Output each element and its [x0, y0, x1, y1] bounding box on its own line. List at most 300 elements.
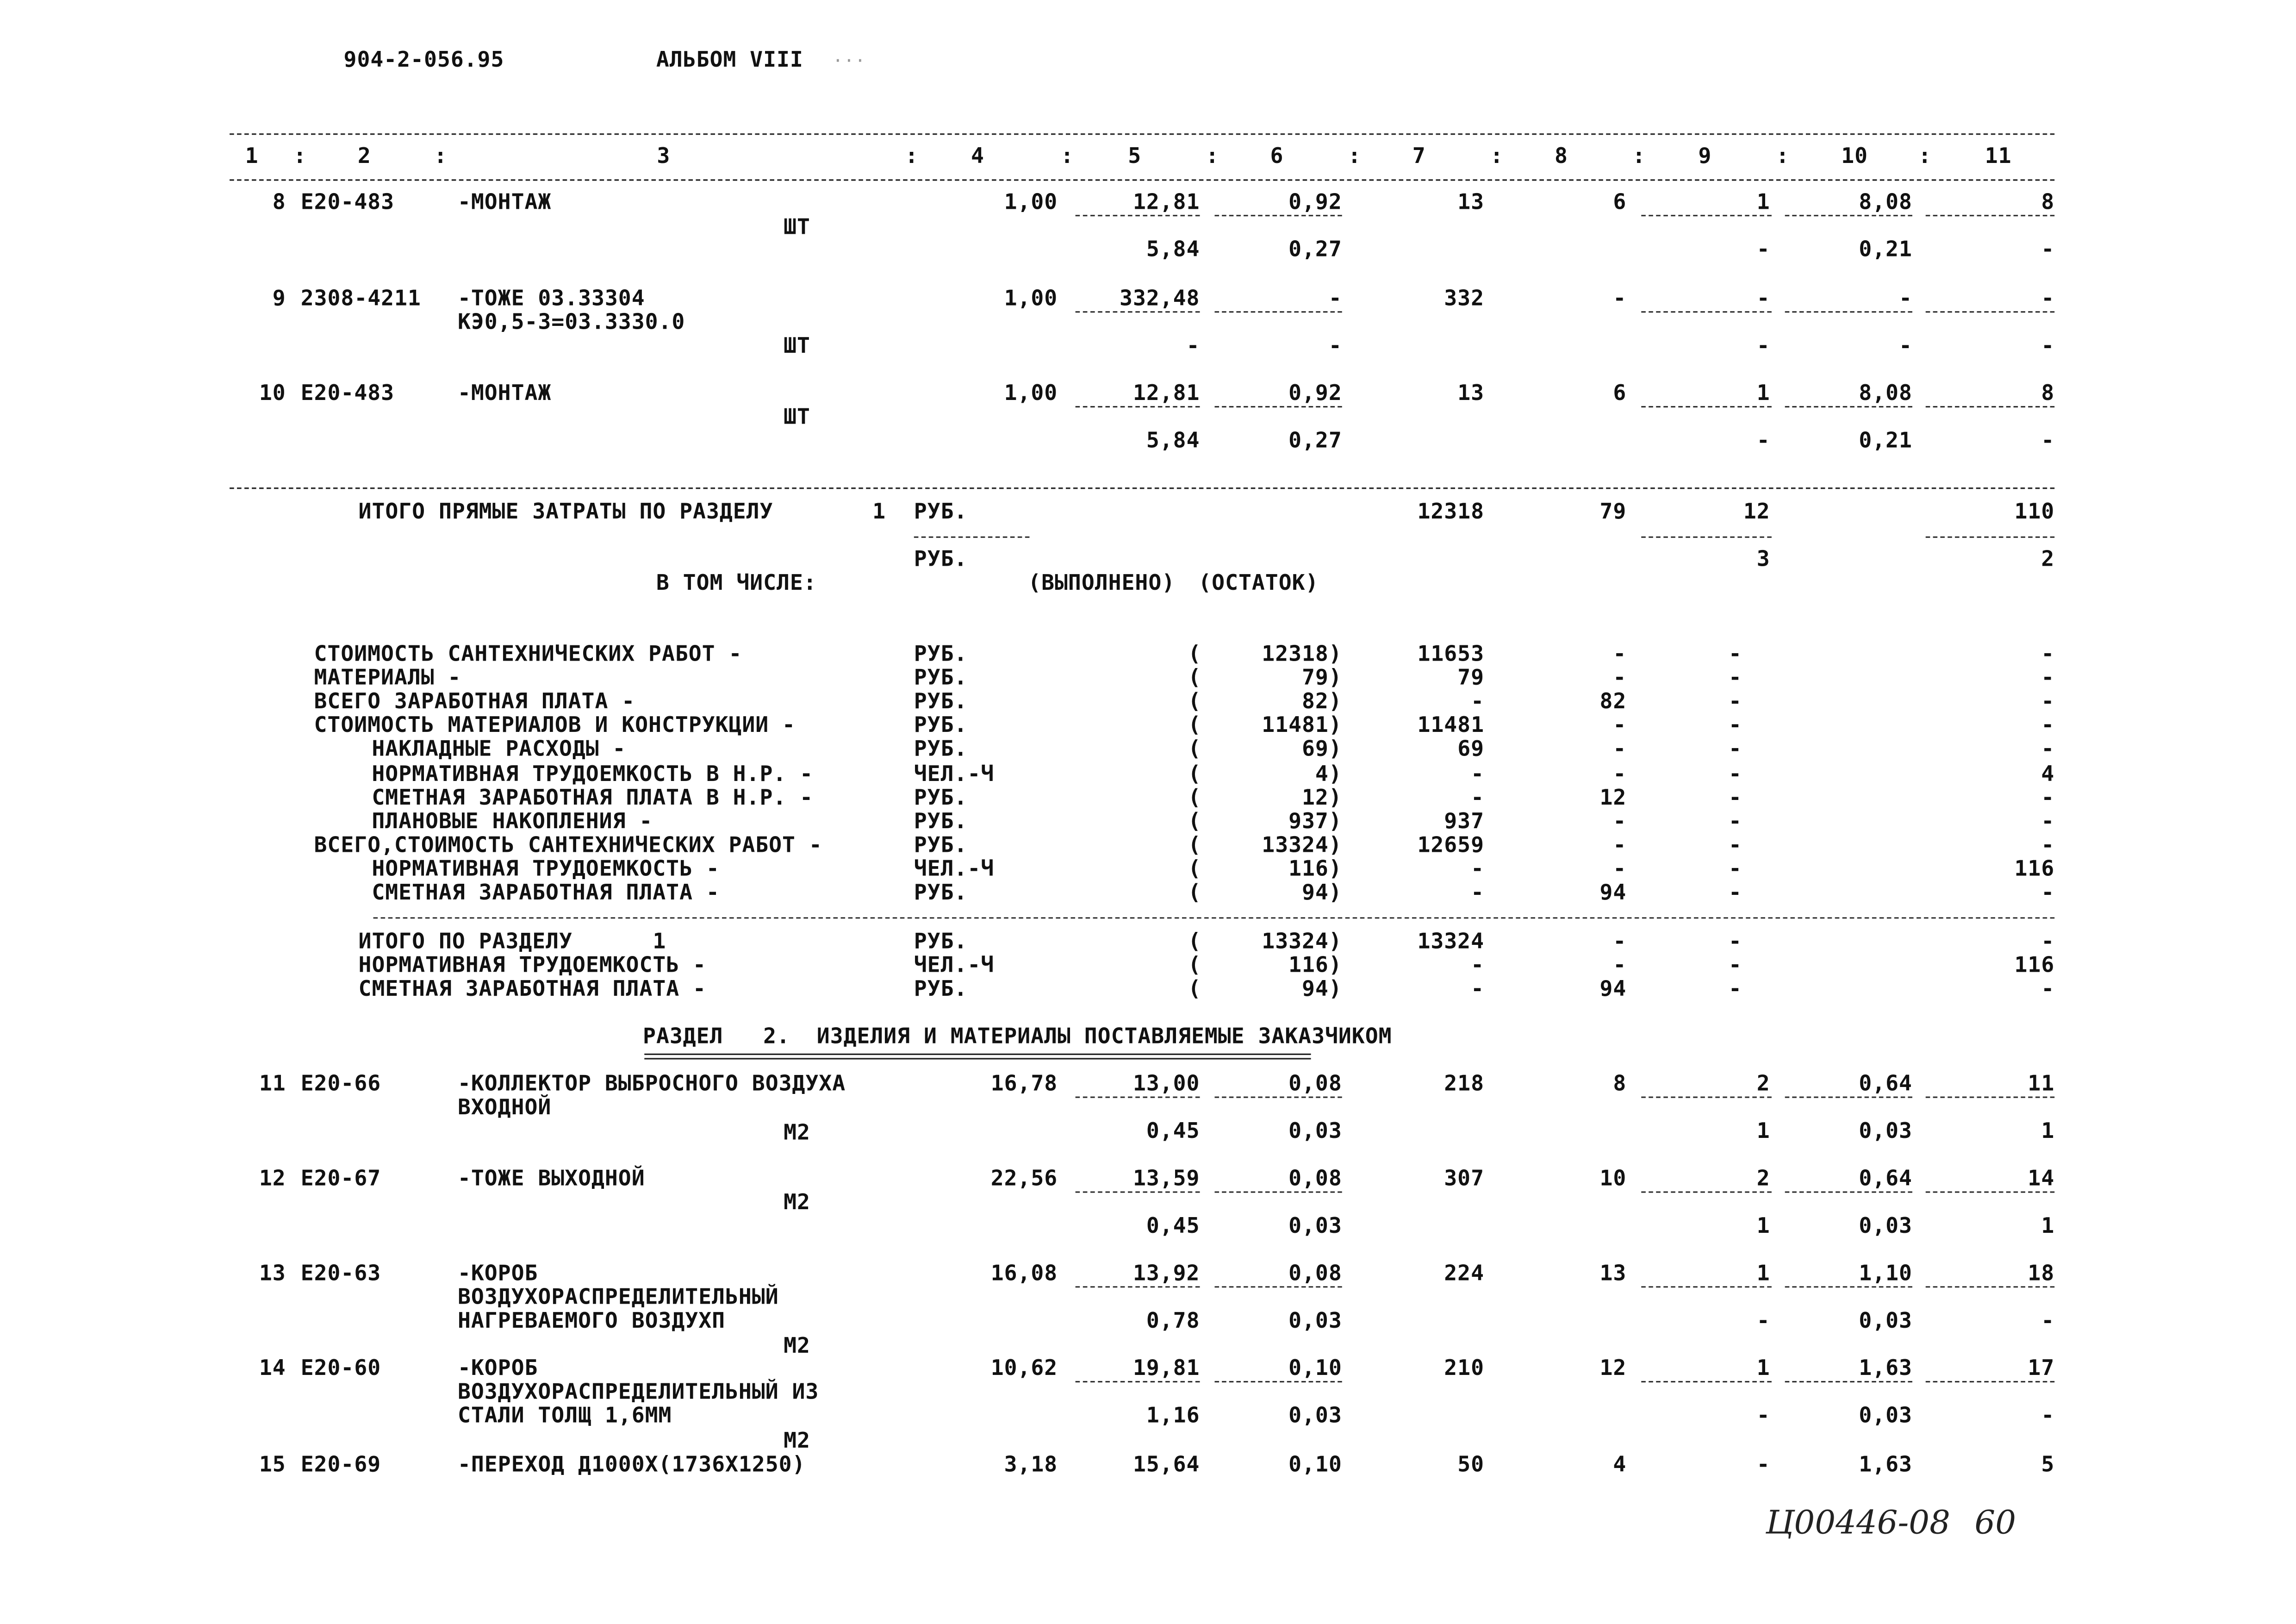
- row-value-c8: 6: [1613, 191, 1627, 215]
- breakdown-c9: -: [1729, 738, 1742, 762]
- row-value-c11: -: [2041, 287, 2055, 312]
- row-subvalue-c10: 0,21: [1859, 238, 1912, 262]
- row-subvalue-c11: 1: [2041, 1215, 2055, 1239]
- direct-costs-c9b: 3: [1756, 548, 1770, 572]
- breakdown-done-value: 69): [1302, 738, 1342, 762]
- row-subvalue-c11: -: [2041, 430, 2055, 454]
- row-divider: [1785, 406, 1912, 407]
- breakdown-done-value: 94): [1302, 881, 1342, 906]
- row-value-c10: -: [1899, 287, 1912, 312]
- breakdown-label: ВСЕГО,СТОИМОСТЬ САНТЕХНИЧЕСКИХ РАБОТ -: [314, 834, 822, 858]
- column-number: 9: [1698, 145, 1712, 169]
- breakdown-label: ПЛАНОВЫЕ НАКОПЛЕНИЯ -: [372, 810, 653, 834]
- handwritten-code: Ц00446-08: [1766, 1505, 1950, 1543]
- row-name-line: -КОРОБ: [457, 1262, 538, 1287]
- row-value-c4: 10,62: [990, 1357, 1058, 1381]
- row-value-c11: 18: [2028, 1262, 2055, 1287]
- breakdown-unit: РУБ.: [914, 834, 968, 858]
- breakdown-done-value: 82): [1302, 691, 1342, 715]
- row-number: 14: [259, 1357, 286, 1381]
- open-paren: (: [1188, 762, 1201, 786]
- breakdown-c11: -: [2041, 667, 2055, 691]
- breakdown-c7: 12659: [1417, 834, 1485, 858]
- open-paren: (: [1188, 738, 1201, 762]
- row-value-c5: 13,92: [1132, 1262, 1200, 1287]
- row-divider: [1214, 1286, 1342, 1287]
- breakdown-c9: -: [1729, 643, 1742, 667]
- breakdown-label: НАКЛАДНЫЕ РАСХОДЫ -: [372, 738, 626, 762]
- row-value-c6: 0,92: [1288, 382, 1342, 406]
- section-total-c11: -: [2041, 978, 2055, 1002]
- breakdown-done-value: 4): [1315, 762, 1342, 786]
- row-subvalue-c6: 0,27: [1288, 430, 1342, 454]
- row-value-c4: 1,00: [1004, 191, 1058, 215]
- breakdown-label: СМЕТНАЯ ЗАРАБОТНАЯ ПЛАТА В Н.Р. -: [372, 786, 814, 810]
- section-total-unit: РУБ.: [914, 978, 968, 1002]
- row-name-line: ВОЗДУХОРАСПРЕДЕЛИТЕЛЬНЫЙ ИЗ: [457, 1381, 819, 1405]
- open-paren: (: [1188, 881, 1201, 906]
- breakdown-c8: -: [1613, 738, 1627, 762]
- section-total-c8: -: [1613, 954, 1627, 978]
- row-value-c4: 22,56: [990, 1168, 1058, 1192]
- row-code: Е20-69: [300, 1453, 381, 1478]
- breakdown-done-value: 12318): [1262, 643, 1342, 667]
- direct-costs-c7: 12318: [1417, 500, 1485, 525]
- row-name-line: СТАЛИ ТОЛЩ 1,6ММ: [457, 1405, 672, 1429]
- row-subvalue-c9: -: [1756, 1405, 1770, 1429]
- row-divider: [1641, 1381, 1772, 1382]
- column-separator: :: [1060, 145, 1074, 169]
- breakdown-c7: 69: [1457, 738, 1485, 762]
- row-divider: [1214, 215, 1342, 216]
- row-value-c6: 0,08: [1288, 1168, 1342, 1192]
- rest-label: (ОСТАТОК): [1198, 572, 1319, 596]
- column-number: 5: [1128, 145, 1142, 169]
- row-divider: [1641, 311, 1772, 312]
- row-subvalue-c5: 5,84: [1146, 238, 1200, 262]
- rule-short: [1926, 537, 2054, 538]
- column-separator: :: [1206, 145, 1220, 169]
- column-number: 6: [1270, 145, 1284, 169]
- breakdown-unit: РУБ.: [914, 810, 968, 834]
- row-subvalue-c10: 0,03: [1859, 1215, 1912, 1239]
- breakdown-unit: РУБ.: [914, 714, 968, 738]
- row-name-line: -МОНТАЖ: [457, 191, 552, 215]
- row-value-c7: 50: [1457, 1453, 1485, 1478]
- breakdown-bottom-rule: [373, 917, 2055, 918]
- row-divider: [1076, 1381, 1200, 1382]
- row-value-c7: 307: [1444, 1168, 1485, 1192]
- row-divider: [1926, 1191, 2054, 1193]
- breakdown-c7: -: [1471, 881, 1485, 906]
- row-value-c8: 12: [1599, 1357, 1627, 1381]
- row-divider: [1785, 215, 1912, 216]
- row-value-c10: 1,63: [1859, 1453, 1912, 1478]
- open-paren: (: [1188, 714, 1201, 738]
- row-value-c10: 1,10: [1859, 1262, 1912, 1287]
- breakdown-c7: 11481: [1417, 714, 1485, 738]
- row-value-c6: 0,92: [1288, 191, 1342, 215]
- breakdown-c11: -: [2041, 714, 2055, 738]
- row-value-c11: 8: [2041, 382, 2055, 406]
- row-code: Е20-60: [300, 1357, 381, 1381]
- row-subvalue-c10: 0,03: [1859, 1405, 1912, 1429]
- breakdown-c8: 12: [1599, 786, 1627, 810]
- stray-mark: ···: [832, 50, 866, 71]
- breakdown-label: МАТЕРИАЛЫ -: [314, 667, 461, 691]
- header-top-rule: [230, 133, 2054, 135]
- column-separator: :: [1632, 145, 1646, 169]
- row-unit: ШТ: [784, 216, 810, 240]
- row-subvalue-c10: 0,03: [1859, 1310, 1912, 1334]
- row-value-c6: 0,10: [1288, 1357, 1342, 1381]
- rule-short: [1641, 537, 1772, 538]
- column-number: 4: [971, 145, 984, 169]
- breakdown-c7: -: [1471, 857, 1485, 882]
- row-value-c6: 0,08: [1288, 1262, 1342, 1287]
- row-value-c7: 210: [1444, 1357, 1485, 1381]
- breakdown-c11: -: [2041, 810, 2055, 834]
- open-paren: (: [1188, 691, 1201, 715]
- row-subvalue-c11: -: [2041, 1310, 2055, 1334]
- row-divider: [1076, 406, 1200, 407]
- section-total-c9: -: [1729, 931, 1742, 955]
- direct-costs-c8: 79: [1599, 500, 1627, 525]
- row-unit: М2: [784, 1191, 810, 1215]
- breakdown-c7: 79: [1457, 667, 1485, 691]
- breakdown-c7: -: [1471, 786, 1485, 810]
- row-subvalue-c11: -: [2041, 335, 2055, 359]
- column-separator: :: [905, 145, 919, 169]
- row-value-c11: 14: [2028, 1168, 2055, 1192]
- row-number: 9: [272, 287, 286, 312]
- breakdown-unit: РУБ.: [914, 691, 968, 715]
- breakdown-c9: -: [1729, 667, 1742, 691]
- row-value-c10: 0,64: [1859, 1073, 1912, 1097]
- row-divider: [1926, 406, 2054, 407]
- row-value-c8: 4: [1613, 1453, 1627, 1478]
- row-value-c9: 2: [1756, 1168, 1770, 1192]
- row-divider: [1926, 1286, 2054, 1287]
- breakdown-c11: -: [2041, 786, 2055, 810]
- breakdown-c8: 82: [1599, 691, 1627, 715]
- album-title: АЛЬБОМ VIII: [656, 49, 803, 73]
- row-subvalue-c9: -: [1756, 238, 1770, 262]
- section-total-c8: 94: [1599, 978, 1627, 1002]
- row-value-c5: 12,81: [1132, 191, 1200, 215]
- row-value-c10: 1,63: [1859, 1357, 1912, 1381]
- breakdown-unit: РУБ.: [914, 667, 968, 691]
- section-total-c8: -: [1613, 931, 1627, 955]
- row-divider: [1641, 1286, 1772, 1287]
- row-subvalue-c9: 1: [1756, 1215, 1770, 1239]
- row-subvalue-c10: -: [1899, 335, 1912, 359]
- including-label: В ТОМ ЧИСЛЕ:: [656, 572, 817, 596]
- handwritten-page-number: 60: [1974, 1505, 2016, 1543]
- breakdown-unit: ЧЕЛ.-Ч: [914, 762, 995, 786]
- open-paren: (: [1188, 954, 1201, 978]
- row-divider: [1214, 311, 1342, 312]
- row-divider: [1076, 215, 1200, 216]
- row-divider: [1785, 1286, 1912, 1287]
- breakdown-c11: 4: [2041, 762, 2055, 786]
- row-name-line: НАГРЕВАЕМОГО ВОЗДУХП: [457, 1310, 726, 1334]
- breakdown-unit: РУБ.: [914, 881, 968, 906]
- column-separator: :: [434, 145, 448, 169]
- row-value-c8: 13: [1599, 1262, 1627, 1287]
- breakdown-label: СТОИМОСТЬ САНТЕХНИЧЕСКИХ РАБОТ -: [314, 643, 742, 667]
- row-subvalue-c6: 0,03: [1288, 1310, 1342, 1334]
- row-value-c11: 5: [2041, 1453, 2055, 1478]
- breakdown-done-value: 13324): [1262, 834, 1342, 858]
- row-name-line: -КОЛЛЕКТОР ВЫБРОСНОГО ВОЗДУХА: [457, 1073, 846, 1097]
- open-paren: (: [1188, 857, 1201, 882]
- breakdown-c9: -: [1729, 881, 1742, 906]
- row-divider: [1076, 1097, 1200, 1098]
- breakdown-c7: -: [1471, 762, 1485, 786]
- row-value-c7: 224: [1444, 1262, 1485, 1287]
- row-unit: М2: [784, 1335, 810, 1359]
- breakdown-c8: -: [1613, 857, 1627, 882]
- breakdown-c11: -: [2041, 643, 2055, 667]
- rule-short: [914, 537, 1030, 538]
- direct-costs-unit2: РУБ.: [914, 548, 968, 572]
- breakdown-c9: -: [1729, 691, 1742, 715]
- row-number: 13: [259, 1262, 286, 1287]
- row-subvalue-c10: 0,21: [1859, 430, 1912, 454]
- row-value-c9: 1: [1756, 1357, 1770, 1381]
- section-total-c7: -: [1471, 978, 1485, 1002]
- row-code: Е20-63: [300, 1262, 381, 1287]
- row-name-line: -ТОЖЕ ВЫХОДНОЙ: [457, 1168, 645, 1192]
- row-divider: [1926, 1381, 2054, 1382]
- row-subvalue-c9: -: [1756, 1310, 1770, 1334]
- open-paren: (: [1188, 643, 1201, 667]
- breakdown-unit: ЧЕЛ.-Ч: [914, 857, 995, 882]
- direct-costs-c11: 110: [2014, 500, 2055, 525]
- row-divider: [1785, 1191, 1912, 1193]
- section-total-c9: -: [1729, 954, 1742, 978]
- direct-costs-label: ИТОГО ПРЯМЫЕ ЗАТРАТЫ ПО РАЗДЕЛУ: [358, 500, 773, 525]
- row-value-c11: 8: [2041, 191, 2055, 215]
- breakdown-c8: -: [1613, 834, 1627, 858]
- section2-underline: [644, 1054, 1311, 1060]
- row-value-c10: 0,64: [1859, 1168, 1912, 1192]
- breakdown-unit: РУБ.: [914, 738, 968, 762]
- section-total-done: 94): [1302, 978, 1342, 1002]
- row-value-c8: 8: [1613, 1073, 1627, 1097]
- section-total-c11: 116: [2014, 954, 2055, 978]
- breakdown-c11: -: [2041, 691, 2055, 715]
- open-paren: (: [1188, 978, 1201, 1002]
- direct-costs-c11b: 2: [2041, 548, 2055, 572]
- row-subvalue-c11: -: [2041, 238, 2055, 262]
- section-total-label: ИТОГО ПО РАЗДЕЛУ 1: [358, 931, 666, 955]
- row-subvalue-c11: 1: [2041, 1120, 2055, 1144]
- row-value-c5: 12,81: [1132, 382, 1200, 406]
- section-total-done: 13324): [1262, 931, 1342, 955]
- breakdown-done-value: 12): [1302, 786, 1342, 810]
- breakdown-c7: -: [1471, 691, 1485, 715]
- column-number: 2: [357, 145, 371, 169]
- breakdown-c8: -: [1613, 810, 1627, 834]
- breakdown-done-value: 79): [1302, 667, 1342, 691]
- row-subvalue-c6: -: [1328, 335, 1342, 359]
- breakdown-c8: 94: [1599, 881, 1627, 906]
- row-unit: М2: [784, 1121, 810, 1146]
- row-subvalue-c5: 0,45: [1146, 1120, 1200, 1144]
- row-value-c7: 13: [1457, 382, 1485, 406]
- breakdown-label: НОРМАТИВНАЯ ТРУДОЕМКОСТЬ -: [372, 857, 720, 882]
- row-subvalue-c9: 1: [1756, 1120, 1770, 1144]
- row-subvalue-c5: 1,16: [1146, 1405, 1200, 1429]
- breakdown-c9: -: [1729, 834, 1742, 858]
- column-separator: :: [1918, 145, 1932, 169]
- open-paren: (: [1188, 810, 1201, 834]
- row-subvalue-c5: 0,78: [1146, 1310, 1200, 1334]
- row-value-c10: 8,08: [1859, 382, 1912, 406]
- row-subvalue-c9: -: [1756, 335, 1770, 359]
- row-value-c4: 16,78: [990, 1073, 1058, 1097]
- breakdown-label: СТОИМОСТЬ МАТЕРИАЛОВ И КОНСТРУКЦИИ -: [314, 714, 796, 738]
- breakdown-c8: -: [1613, 667, 1627, 691]
- open-paren: (: [1188, 667, 1201, 691]
- row-code: Е20-483: [300, 382, 395, 406]
- row-value-c7: 13: [1457, 191, 1485, 215]
- section-total-done: 116): [1288, 954, 1342, 978]
- row-value-c7: 332: [1444, 287, 1485, 312]
- section-total-unit: ЧЕЛ.-Ч: [914, 954, 995, 978]
- row-code: Е20-67: [300, 1168, 381, 1192]
- breakdown-c8: -: [1613, 643, 1627, 667]
- row-value-c9: -: [1756, 1453, 1770, 1478]
- row-number: 8: [272, 191, 286, 215]
- row-divider: [1214, 406, 1342, 407]
- column-separator: :: [1490, 145, 1504, 169]
- breakdown-done-value: 116): [1288, 857, 1342, 882]
- row-value-c8: 10: [1599, 1168, 1627, 1192]
- row-value-c5: 13,00: [1132, 1073, 1200, 1097]
- row-subvalue-c6: 0,27: [1288, 238, 1342, 262]
- row-subvalue-c5: 5,84: [1146, 430, 1200, 454]
- row-unit: ШТ: [784, 406, 810, 430]
- row-divider: [1214, 1191, 1342, 1193]
- row-subvalue-c6: 0,03: [1288, 1405, 1342, 1429]
- breakdown-c9: -: [1729, 810, 1742, 834]
- column-number: 7: [1412, 145, 1426, 169]
- row-divider: [1785, 311, 1912, 312]
- direct-costs-unit: РУБ.: [914, 500, 968, 525]
- breakdown-c7: 937: [1444, 810, 1485, 834]
- breakdown-c8: -: [1613, 762, 1627, 786]
- row-value-c6: 0,08: [1288, 1073, 1342, 1097]
- breakdown-c9: -: [1729, 857, 1742, 882]
- breakdown-c9: -: [1729, 786, 1742, 810]
- row-divider: [1926, 1097, 2054, 1098]
- section2-title: РАЗДЕЛ 2. ИЗДЕЛИЯ И МАТЕРИАЛЫ ПОСТАВЛЯЕМЫЕ ЗАКАЗЧИКОМ: [643, 1025, 1392, 1049]
- row-divider: [1641, 215, 1772, 216]
- row-code: Е20-483: [300, 191, 395, 215]
- row-value-c8: 6: [1613, 382, 1627, 406]
- row-value-c6: 0,10: [1288, 1453, 1342, 1478]
- row-subvalue-c6: 0,03: [1288, 1215, 1342, 1239]
- column-separator: :: [1776, 145, 1790, 169]
- breakdown-c8: -: [1613, 714, 1627, 738]
- breakdown-label: СМЕТНАЯ ЗАРАБОТНАЯ ПЛАТА -: [372, 881, 720, 906]
- row-number: 12: [259, 1168, 286, 1192]
- row-name-line: ВХОДНОЙ: [457, 1096, 552, 1120]
- row-value-c9: 2: [1756, 1073, 1770, 1097]
- row-value-c4: 16,08: [990, 1262, 1058, 1287]
- breakdown-c11: -: [2041, 881, 2055, 906]
- column-separator: :: [1348, 145, 1362, 169]
- row-name-line: КЭ0,5-3=03.3330.0: [457, 311, 685, 335]
- section-total-label: НОРМАТИВНАЯ ТРУДОЕМКОСТЬ -: [358, 954, 706, 978]
- direct-costs-section: 1: [872, 500, 886, 525]
- row-divider: [1926, 311, 2054, 312]
- section-total-c7: -: [1471, 954, 1485, 978]
- document-code: 904-2-056.95: [343, 49, 504, 73]
- column-number: 11: [1985, 145, 2012, 169]
- breakdown-done-value: 11481): [1262, 714, 1342, 738]
- row-subvalue-c6: 0,03: [1288, 1120, 1342, 1144]
- row-unit: М2: [784, 1430, 810, 1454]
- row-subvalue-c5: 0,45: [1146, 1215, 1200, 1239]
- section-total-c9: -: [1729, 978, 1742, 1002]
- breakdown-unit: РУБ.: [914, 786, 968, 810]
- direct-costs-c9: 12: [1743, 500, 1770, 525]
- row-divider: [1785, 1381, 1912, 1382]
- row-subvalue-c9: -: [1756, 430, 1770, 454]
- row-divider: [1785, 1097, 1912, 1098]
- row-value-c9: 1: [1756, 191, 1770, 215]
- row-number: 10: [259, 382, 286, 406]
- breakdown-done-value: 937): [1288, 810, 1342, 834]
- breakdown-c7: 11653: [1417, 643, 1485, 667]
- breakdown-label: НОРМАТИВНАЯ ТРУДОЕМКОСТЬ В Н.Р. -: [372, 762, 814, 786]
- row-value-c6: -: [1328, 287, 1342, 312]
- row-value-c9: -: [1756, 287, 1770, 312]
- row-number: 11: [259, 1073, 286, 1097]
- row-subvalue-c11: -: [2041, 1405, 2055, 1429]
- column-number: 10: [1841, 145, 1868, 169]
- row-value-c5: 332,48: [1120, 287, 1200, 312]
- open-paren: (: [1188, 786, 1201, 810]
- row-value-c11: 17: [2028, 1357, 2055, 1381]
- breakdown-c9: -: [1729, 714, 1742, 738]
- totals-top-rule: [230, 487, 2054, 489]
- open-paren: (: [1188, 834, 1201, 858]
- row-subvalue-c10: 0,03: [1859, 1120, 1912, 1144]
- row-name-line: ВОЗДУХОРАСПРЕДЕЛИТЕЛЬНЫЙ: [457, 1286, 779, 1310]
- section-total-label: СМЕТНАЯ ЗАРАБОТНАЯ ПЛАТА -: [358, 978, 706, 1002]
- row-value-c4: 1,00: [1004, 382, 1058, 406]
- breakdown-c11: -: [2041, 834, 2055, 858]
- row-number: 15: [259, 1453, 286, 1478]
- row-divider: [1076, 1191, 1200, 1193]
- row-value-c5: 19,81: [1132, 1357, 1200, 1381]
- breakdown-c11: -: [2041, 738, 2055, 762]
- row-name-line: -МОНТАЖ: [457, 382, 552, 406]
- row-value-c10: 8,08: [1859, 191, 1912, 215]
- row-value-c7: 218: [1444, 1073, 1485, 1097]
- row-name-line: -ПЕРЕХОД Д1000Х(1736Х1250): [457, 1453, 806, 1478]
- column-number: 8: [1554, 145, 1568, 169]
- section-total-c11: -: [2041, 931, 2055, 955]
- breakdown-unit: РУБ.: [914, 643, 968, 667]
- row-value-c5: 15,64: [1132, 1453, 1200, 1478]
- column-number: 1: [245, 145, 259, 169]
